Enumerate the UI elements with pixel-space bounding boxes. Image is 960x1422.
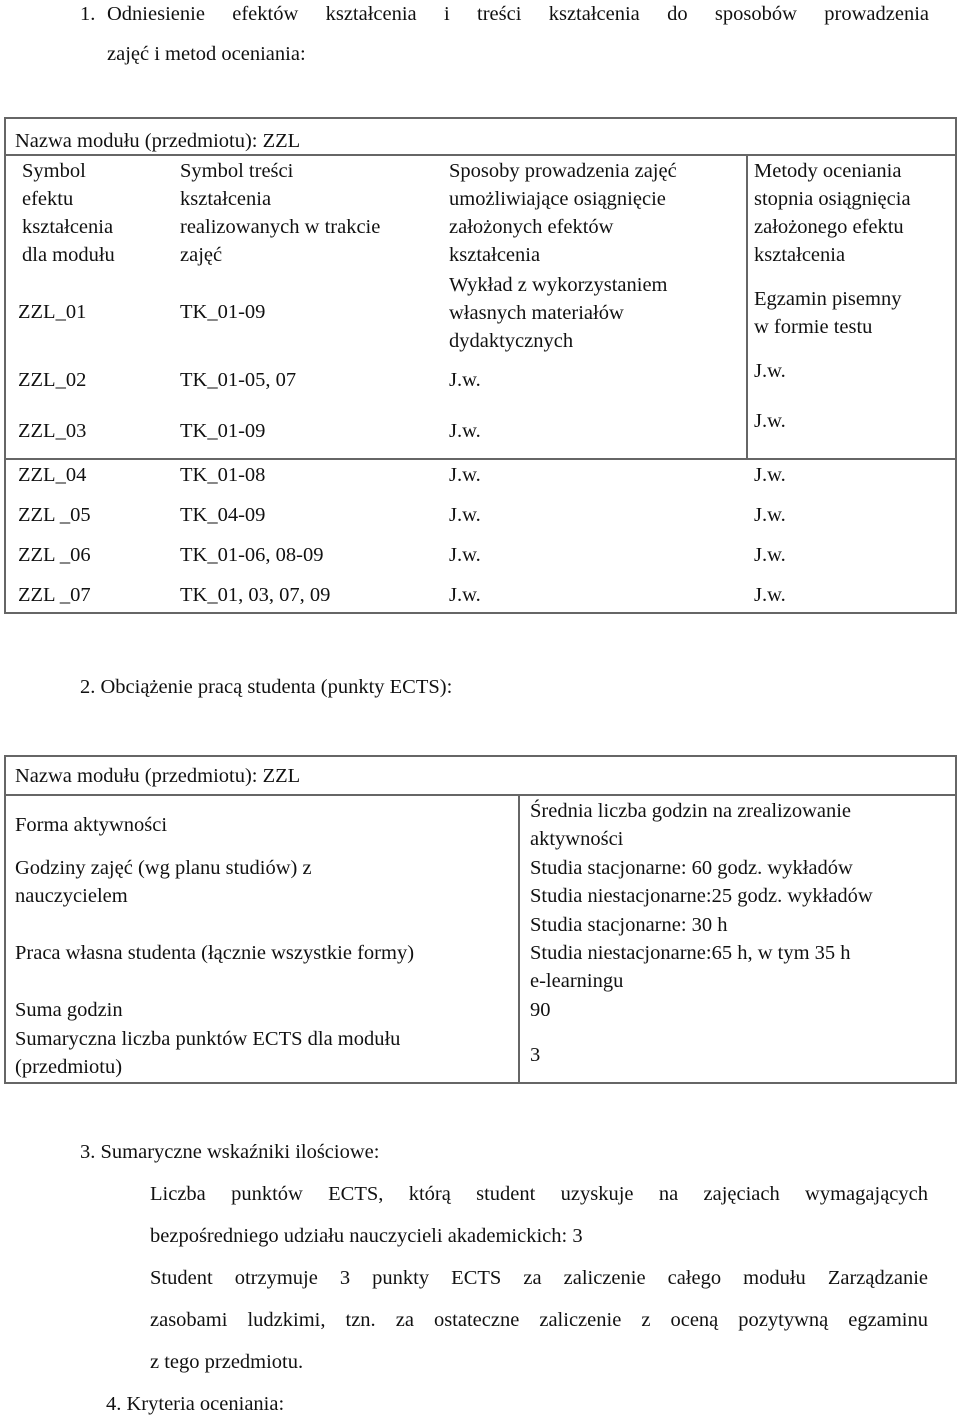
row-content: TK_01-05, 07 [180, 369, 297, 391]
row-content: TK_01-06, 08-09 [180, 544, 324, 566]
row-content: TK_01, 03, 07, 09 [180, 584, 331, 606]
row-content: TK_01-09 [180, 420, 266, 442]
contact-hours-value: Studia stacjonarne: 60 godz. wykładów Studia niestacjonarne:25 godz. wykładów [530, 857, 873, 907]
row1-method: Wykład z wykorzystaniem własnych materiałów dydaktycznych [449, 274, 668, 352]
row-method: J.w. [449, 464, 481, 486]
table2-title: Nazwa modułu (przedmiotu): ZZL [15, 765, 301, 787]
section1-heading-line2: zajęć i metod oceniania: [107, 43, 306, 65]
row1-symbol: ZZL_01 [18, 301, 87, 323]
header-content-symbol: Symbol treści kształcenia realizowanych w trakcie zajęć [180, 160, 381, 266]
row-assessment: J.w. [754, 504, 786, 526]
section4-heading: 4. Kryteria oceniania: [106, 1393, 285, 1415]
row-symbol: ZZL_02 [18, 369, 87, 391]
table1-row-divider [4, 458, 957, 460]
section1-heading-line1: Odniesienie efektów kształcenia i treści kształcenia do sposobów prowadzenia [107, 3, 929, 25]
row-method: J.w. [449, 544, 481, 566]
contact-hours-label: Godziny zajęć (wg planu studiów) z nauczycielem [15, 857, 312, 907]
row-symbol: ZZL _06 [18, 544, 91, 566]
row-method: J.w. [449, 420, 481, 442]
section2-heading: 2. Obciążenie pracą studenta (punkty ECTS): [80, 676, 453, 698]
table2-column-divider [518, 794, 520, 1082]
row-method: J.w. [449, 504, 481, 526]
own-work-label: Praca własna studenta (łącznie wszystkie formy) [15, 942, 415, 964]
row-symbol: ZZL_03 [18, 420, 87, 442]
section1-number: 1. [80, 3, 96, 25]
table1-title: Nazwa modułu (przedmiotu): ZZL [15, 130, 301, 152]
ects-total-label: Sumaryczna liczba punktów ECTS dla modułu (przedmiotu) [15, 1028, 401, 1078]
total-hours-value: 90 [530, 999, 551, 1021]
row-assessment: J.w. [754, 360, 786, 382]
row-assessment: J.w. [754, 584, 786, 606]
table1-column-divider [746, 154, 748, 460]
row-assessment: J.w. [754, 544, 786, 566]
ects-total-value: 3 [530, 1044, 541, 1066]
row-method: J.w. [449, 369, 481, 391]
header-assessment-methods: Metody oceniania stopnia osiągnięcia założonego efektu kształcenia [754, 160, 911, 266]
total-hours-label: Suma godzin [15, 999, 123, 1021]
table2-title-divider [4, 794, 957, 796]
activity-header: Forma aktywności [15, 814, 168, 836]
row1-content: TK_01-09 [180, 301, 266, 323]
hours-header: Średnia liczba godzin na zrealizowanie aktywności [530, 800, 852, 850]
section3-heading: 3. Sumaryczne wskaźniki ilościowe: [80, 1141, 380, 1163]
header-effect-symbol: Symbol efektu kształcenia dla modułu [22, 160, 115, 266]
row-assessment: J.w. [754, 410, 786, 432]
row-symbol: ZZL _07 [18, 584, 91, 606]
row-symbol: ZZL _05 [18, 504, 91, 526]
own-work-value: Studia stacjonarne: 30 h Studia niestacjonarne:65 h, w tym 35 h e-learningu [530, 914, 851, 992]
row-assessment: J.w. [754, 464, 786, 486]
row1-assessment: Egzamin pisemny w formie testu [754, 288, 902, 338]
table1-title-divider [4, 154, 957, 156]
row-content: TK_04-09 [180, 504, 266, 526]
row-content: TK_01-08 [180, 464, 266, 486]
row-symbol: ZZL_04 [18, 464, 87, 486]
header-teaching-methods: Sposoby prowadzenia zajęć umożliwiające osiągnięcie założonych efektów kształcenia [449, 160, 677, 266]
row-method: J.w. [449, 584, 481, 606]
